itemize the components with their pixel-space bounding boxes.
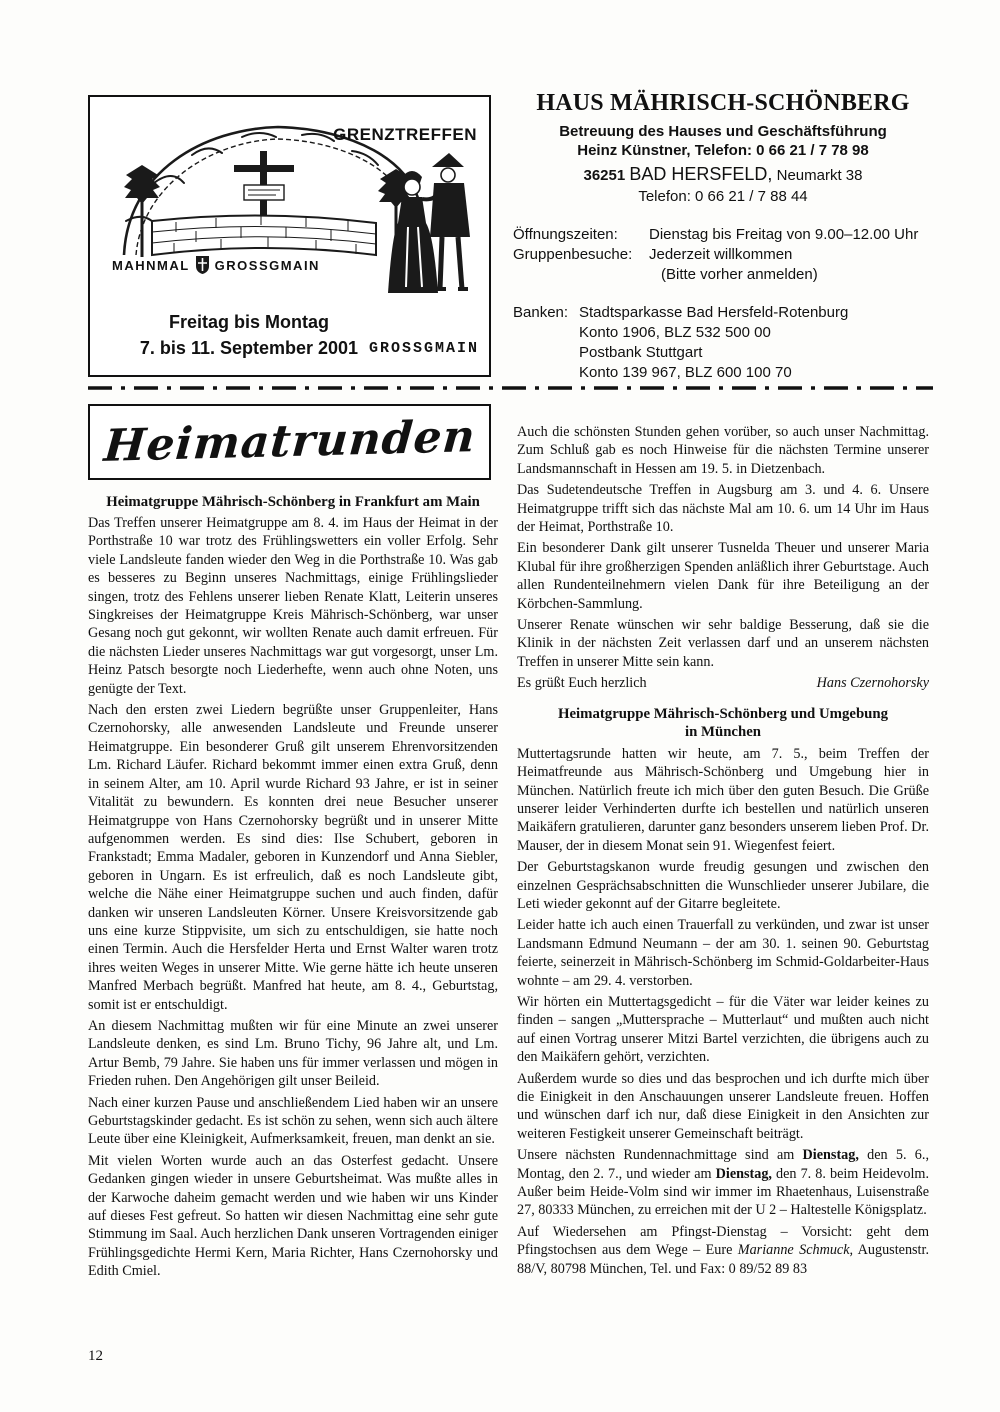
house-address (513, 164, 933, 185)
muenchen-heading-line2: in München (684, 723, 762, 740)
paragraph: Auch die schönsten Stunden gehen vorüber, so auch unser Nachmittag. Zum Schluß gab es noch Hinweise für die nächsten Termine unserer Landsmannschaft in Hessen am 19. 5. in Dietzenbach. (517, 424, 929, 477)
visits-value: Jederzeit willkommen (649, 246, 793, 263)
paragraph: Das Treffen unserer Heimatgruppe am 8. 4. im Haus der Heimat in der Porthstraße 10 war trotz des Frühlingswetters ein voller Erfolg. Sehr viele Landsleute fanden wieder den Weg in die Porthstraße 10. Was gab es besseres zu Beginn unseres Nachmittags, einige Frühlingslieder singen, trotz des Fehlens unserer lieben Renate Klatt, Leiterin unseres Singkreises der Heimatgruppe Kreis Mährisch-Schönberg, war unser Gesang noch gut gekonnt, wir wollten Renate auch damit erfreuen. Für die nächsten Lieder unseres Nachmittags war gut vorgesorgt, unser Lm. Heinz Patsch besorgte noch Liederhefte, wenn auch ohne Noten, uns genügte der Text. (88, 515, 498, 697)
grossgmain-small-label: GROSSGMAIN (214, 257, 320, 273)
frankfurt-heading: Heimatgruppe Mährisch-Schönberg in Frankfurt am Main (106, 494, 480, 510)
paragraph: Nach den ersten zwei Liedern begrüßte unser Gruppenleiter, Hans Czernohorsky, alle anwesenden Landsleute und Freunde unserer Heimatgruppe. Ein besonderer Gruß gilt unserem Ehrenvorsitzenden Lm. Richard Läufer. Richard bekommt immer einen extra Gruß, denn in seinem Alter, am 10. April wurde Richard 93 Jahre, er ist in seiner Vitalität zu bewundern. Es konnten drei neue Besucher unserer Heimatgruppe von Hans Czernohorsky begrüßt und in unserer Mitte aufgenommen werden. Es sind dies: Ilse Schubert, geboren in Frankstadt; Emma Madaler, geboren in Kunzendorf und Anna Siebler, geboren in Ungarn. Es ist erfreulich, daß es noch Landsleute gibt, welche die Nähe einer Heimatgruppe suchen und auch finden, dafür danken wir unseren Landsleuten Körner. Unsere Kreisvorsitzende gab uns eine kurze Stippvisite, um sich zu entschuldigen, sie hatte noch einen Termin. Auch die Hersfelder Herta und Ernst Walter waren trotz ihres weiten Weges in unserer Mitte. Wie gerne hätte ich heute unseren Manfred Merbach begrüßt. Manfred hat heute, am 8. 4., Geburtstag, somit ist er entschuldigt. (88, 702, 498, 1013)
event-location: GROSSGMAIN (368, 340, 479, 357)
paragraph: Unserer Renate wünschen wir sehr baldige Besserung, daß sie die Klinik in der nächsten Zeit verlassen darf und an unserem nächsten Treffen in unserer Mitte sein kann. (517, 617, 929, 670)
hours-value: Dienstag bis Freitag von 9.00–12.00 Uhr (649, 226, 919, 243)
paragraph: Das Sudetendeutsche Treffen in Augsburg am 3. und 4. 6. Unsere Heimatgruppe trifft sich das nächste Mal am 10. 6. um 14 Uhr im Haus der Heimat, Porthstraße 10. (517, 482, 929, 536)
house-title: HAUS MÄHRISCH-SCHÖNBERG (536, 90, 910, 116)
muenchen-article-body (517, 745, 929, 1278)
paragraph: Unsere nächsten Rundennachmittage sind am Dienstag, den 5. 6., Montag, den 2. 7., und wieder am Dienstag, den 7. 8. beim Heidevolm. Außer beim Heide-Volm sind wir immer im Rhaetenhaus, Luisenstraße 27, 80333 München, zu erreichen mit der U 2 – Haltestelle Königsplatz. (517, 1147, 929, 1219)
right-column (517, 423, 929, 1281)
event-date-line1: Freitag bis Montag (168, 312, 329, 332)
bank-line: Stadtsparkasse Bad Hersfeld-Rotenburg (579, 304, 849, 321)
paragraph: Außerdem wurde so dies und das besprochen und ich durfte mich über die Einigkeit in den Anschauungen unserer Landsleute freuen. Hoffen und wünschen darf ich nur, daß diese Einigkeit in den Ansichten zur weiteren Festigkeit unserer Gemeinschaft beiträgt. (517, 1070, 929, 1142)
event-date-block (94, 309, 404, 361)
bank-line: Postbank Stuttgart (579, 344, 703, 361)
paragraph: Nach einer kurzen Pause und anschließendem Lied haben wir an unsere Geburtstagskinder gedacht. Es ist schön zu sehen, wenn sich auch ältere Leute über eine Kleinigkeit, Aufmerksamkeit, freuen, man denkt an sie. (88, 1094, 498, 1148)
paragraph: Ein besonderer Dank gilt unserer Tusnelda Theuer und unserer Maria Klubal für ihre großherzigen Spenden anläßlich ihrer Geburtstage. Auch allen Rundenteilnehmern vielen Dank für ihre Beteiligung an der Körbchen-Sammlung. (517, 540, 929, 612)
house-subtitle1: Betreuung des Hauses und Geschäftsführung (559, 123, 887, 140)
paragraph: Wir hörten ein Muttertagsgedicht – für die Väter war leider keines zu finden – sangen „Muttersprache – Mutterlaut“ und mußten auch nicht auf einen Vortrag unserer Mitzi Bartel verzichten, die übrigens auch zu den Maikäfern gehört, verzichten. (517, 993, 929, 1066)
closing-phrase: Es grüßt Euch herzlich (517, 675, 647, 692)
closing-row (517, 674, 929, 692)
bank-line: Konto 1906, BLZ 532 500 00 (579, 324, 771, 341)
mahnmal-label: MAHNMAL (112, 257, 190, 273)
closing-signature: Hans Czernohorsky (816, 675, 929, 692)
address-zip: 36251 (583, 167, 626, 184)
dash-dot-divider (88, 386, 933, 390)
visits-label: Gruppenbesuche: (513, 246, 633, 263)
paragraph: Auf Wiedersehen am Pfingst-Dienstag – Vorsicht: geht dem Pfingstochsen aus dem Wege – Eure Marianne Schmuck, Augustenstr. 88/V, 80798 München, Tel. und Fax: 0 89/52 89 83 (517, 1223, 929, 1277)
muenchen-heading-line1: Heimatgruppe Mährisch-Schönberg und Umgebung (557, 705, 889, 722)
frankfurt-article-body (88, 514, 498, 1281)
paragraph: Leider hatte ich auch einen Trauerfall zu verkünden, und zwar ist unser Landsmann Edmund Neumann – der am 30. 1. seinen 90. Geburtstag feierte, seinerzeit in Mährisch-Schönberg im Schmid-Goldarbeiter-Haus wohnte – am 29. 4. verstorben. (517, 917, 929, 989)
page-number: 12 (88, 1348, 103, 1364)
left-column (88, 404, 498, 1284)
house-phone: Telefon: 0 66 21 / 7 88 44 (638, 188, 808, 205)
paragraph: An diesem Nachmittag mußten wir für eine Minute an zwei unserer Landsleute denken, es sind Lm. Bruno Tichy, 96 Jahre alt, und Lm. Artur Bemb, 79 Jahre. Sie haben uns für immer verlassen und mögen in Frieden ruhen. Den Angehörigen gilt unser Beileid. (88, 1017, 498, 1090)
address-city: BAD HERSFELD, (629, 164, 773, 184)
memorial-caption-row (112, 255, 320, 275)
paragraph: Muttertagsrunde hatten wir heute, am 7. 5., beim Treffen der Heimatfreunde aus Mährisch-Schönberg und Umgebung hier in München. Natürlich freute ich mich über den guten Besuch. Die Grüße unserer leider Verhinderten durfte ich bestellen und natürlich unseren Maikäfern gratulieren, darunter ganz besonders unserem lieben Prof. Dr. Mauser, der in diesem Monat sein 91. Wiegenfest feiert. (517, 745, 929, 854)
hours-label: Öffnungszeiten: (513, 226, 618, 243)
banks-label: Banken: (513, 304, 569, 321)
visits-note: (Bitte vorher anmelden) (661, 266, 818, 283)
banks-block (513, 303, 933, 383)
paragraph: Mit vielen Worten wurde auch an das Osterfest gedacht. Unsere Gedanken gingen wieder in unsere Geburtsheimat. Was mußte alles in der Karwoche daheim gemacht werden und wie haben wir uns Kinder auf dieses Fest gefreut. So hatten wir diesen Nachmittag eine sehr gute Stimmung im Saal. Auch herzlichen Dank unseren Vortragenden einiger Frühlingsgedichte Hermi Kern, Maria Richter, Hans Czernohorsky und Edith Cmiel. (88, 1152, 498, 1280)
paragraph: Der Geburtstagskanon wurde freudig gesungen und zwischen den einzelnen Gesprächsabschnitten die Wunschlieder unserer Jubilare, die Leti wieder gekonnt auf der Gitarre begleitete. (517, 859, 929, 912)
section-script-title: Heimatrunden (101, 410, 478, 472)
grenztreffen-title: GRENZTREFFEN (333, 125, 477, 144)
opening-hours-block (513, 225, 933, 285)
bank-line: Konto 139 967, BLZ 600 100 70 (579, 364, 792, 381)
address-street: Neumarkt 38 (776, 167, 863, 184)
event-announcement-box (88, 95, 491, 377)
event-date-line2: 7. bis 11. September 2001 (139, 338, 359, 358)
house-info-header (513, 90, 933, 383)
house-subtitle2: Heinz Künstner, Telefon: 0 66 21 / 7 78 98 (577, 142, 869, 159)
crest-shield-icon (195, 255, 210, 275)
heimatrunden-box (88, 404, 491, 480)
frankfurt-article-continued (517, 423, 929, 671)
bank-lines (579, 303, 848, 383)
